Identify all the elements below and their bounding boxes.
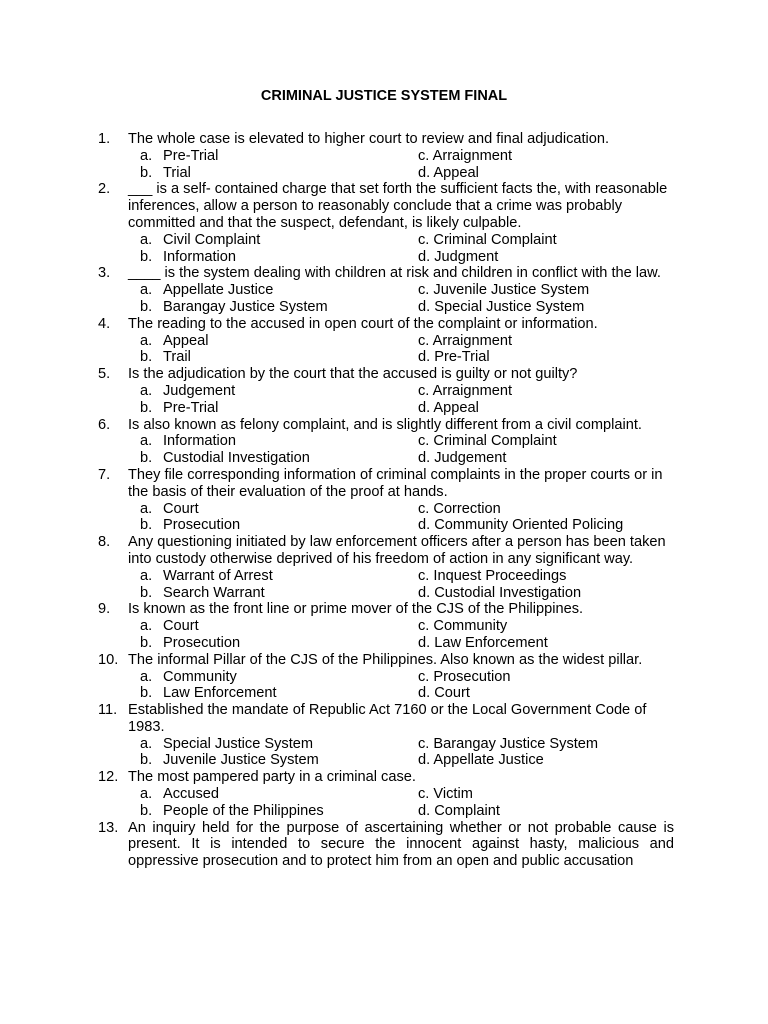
- question-number: 7.: [98, 466, 111, 483]
- option-text: d. Special Justice System: [418, 298, 585, 315]
- option-row: [0, 249, 768, 266]
- option-text: c. Barangay Justice System: [418, 735, 599, 752]
- option-text: Pre-Trial: [163, 147, 219, 164]
- question-item: [0, 702, 768, 769]
- option-text: d. Pre-Trial: [418, 349, 490, 366]
- option-row: [0, 736, 768, 753]
- question-item: [0, 820, 768, 870]
- option-text: Law Enforcement: [163, 685, 277, 702]
- option-row: [0, 349, 768, 366]
- question-text: Established the mandate of Republic Act 7160 or the Local Government Code of 1983.: [128, 702, 647, 735]
- option-text: c. Victim: [418, 786, 473, 803]
- option-row: [0, 400, 768, 417]
- option-text: c. Community: [418, 618, 508, 635]
- question-text: They file corresponding information of criminal complaints in the proper courts or in the basis of their evaluation of the proof at hands.: [128, 466, 663, 500]
- option-letter: b.: [140, 685, 153, 702]
- option-row: [0, 517, 768, 534]
- option-letter: b.: [140, 517, 153, 534]
- option-text: Special Justice System: [163, 735, 314, 752]
- option-letter: a.: [140, 500, 153, 517]
- option-text: Accused: [163, 786, 219, 803]
- option-row: [0, 786, 768, 803]
- option-row: [0, 148, 768, 165]
- question-text: The reading to the accused in open court of the complaint or information.: [128, 315, 598, 332]
- question-text: Any questioning initiated by law enforcement officers after a person has been taken into custody otherwise deprived of his freedom of action in any significant way.: [128, 534, 666, 567]
- option-text: d. Custodial Investigation: [418, 584, 582, 601]
- option-letter: b.: [140, 802, 153, 819]
- option-text: c. Criminal Complaint: [418, 231, 557, 248]
- option-letter: b.: [140, 349, 153, 366]
- option-row: [0, 282, 768, 299]
- option-text: Search Warrant: [163, 584, 265, 601]
- question-number: 11.: [98, 702, 118, 719]
- question-item: [0, 417, 768, 467]
- option-letter: b.: [140, 248, 153, 265]
- question-number: 5.: [98, 366, 111, 383]
- option-letter: b.: [140, 164, 153, 181]
- question-number: 13.: [98, 819, 119, 836]
- option-letter: b.: [140, 584, 153, 601]
- question-text: ____ is the system dealing with children at risk and children in conflict with the law.: [128, 265, 661, 282]
- option-letter: a.: [140, 282, 153, 299]
- option-text: Community: [163, 668, 237, 685]
- option-row: [0, 803, 768, 820]
- document-title: CRIMINAL JUSTICE SYSTEM FINAL: [260, 88, 508, 104]
- option-text: Trail: [163, 349, 191, 366]
- question-item: [0, 467, 768, 534]
- option-letter: b.: [140, 634, 153, 651]
- question-number: 8.: [98, 534, 111, 551]
- option-row: [0, 450, 768, 467]
- option-text: c. Prosecution: [418, 668, 511, 685]
- option-text: c. Criminal Complaint: [418, 433, 557, 450]
- option-letter: a.: [140, 786, 153, 803]
- option-row: [0, 752, 768, 769]
- option-row: [0, 333, 768, 350]
- option-row: [0, 635, 768, 652]
- option-text: d. Judgment: [418, 248, 499, 265]
- option-letter: a.: [140, 332, 153, 349]
- question-number: 4.: [98, 315, 111, 332]
- question-number: 2.: [98, 181, 111, 198]
- option-row: [0, 685, 768, 702]
- question-item: [0, 652, 768, 702]
- option-text: Prosecution: [163, 634, 241, 651]
- option-letter: b.: [140, 450, 153, 467]
- option-letter: a.: [140, 382, 153, 399]
- option-text: Appellate Justice: [163, 282, 274, 299]
- option-text: Pre-Trial: [163, 399, 219, 416]
- option-row: [0, 568, 768, 585]
- question-list: [0, 131, 768, 870]
- question-text: The informal Pillar of the CJS of the Philippines. Also known as the widest pillar.: [128, 651, 643, 668]
- option-row: [0, 433, 768, 450]
- question-text: An inquiry held for the purpose of ascertaining whether or not probable cause is present. It is intended to secure the innocent against hasty, malicious and oppressive prosecution and to protect him from an open and public accusation: [128, 819, 674, 870]
- option-text: d. Judgement: [418, 450, 507, 467]
- question-item: [0, 601, 768, 651]
- question-text: ___ is a self- contained charge that set forth the sufficient facts the, with reasonable inferences, allow a person to reasonably conclude that a crime was probably committed and that the suspect, defendant, is likely culpable.: [128, 181, 668, 231]
- question-number: 10.: [98, 651, 119, 668]
- option-text: c. Arraignment: [418, 147, 513, 164]
- option-letter: a.: [140, 147, 153, 164]
- option-letter: a.: [140, 567, 153, 584]
- option-text: Information: [163, 433, 237, 450]
- question-item: [0, 316, 768, 366]
- option-text: d. Court: [418, 685, 470, 702]
- question-item: [0, 769, 768, 819]
- question-text: Is known as the front line or prime mover of the CJS of the Philippines.: [128, 601, 584, 618]
- option-letter: b.: [140, 752, 153, 769]
- option-letter: b.: [140, 399, 153, 416]
- option-text: Prosecution: [163, 517, 241, 534]
- question-item: [0, 366, 768, 416]
- option-letter: a.: [140, 735, 153, 752]
- question-item: [0, 131, 768, 181]
- question-text: Is the adjudication by the court that the accused is guilty or not guilty?: [128, 366, 578, 383]
- option-text: c. Arraignment: [418, 332, 513, 349]
- option-letter: a.: [140, 618, 153, 635]
- option-text: d. Appeal: [418, 164, 479, 181]
- option-row: [0, 232, 768, 249]
- option-text: Appeal: [163, 332, 209, 349]
- option-text: Judgement: [163, 382, 236, 399]
- option-text: Juvenile Justice System: [163, 752, 319, 769]
- option-text: Court: [163, 500, 199, 517]
- option-letter: a.: [140, 668, 153, 685]
- question-number: 9.: [98, 601, 111, 618]
- question-number: 3.: [98, 265, 111, 282]
- question-number: 12.: [98, 769, 119, 786]
- question-item: [0, 534, 768, 601]
- question-text: The most pampered party in a criminal case.: [128, 769, 416, 786]
- question-text: Is also known as felony complaint, and is slightly different from a civil complaint.: [128, 416, 642, 433]
- option-text: Warrant of Arrest: [163, 567, 273, 584]
- question-text: The whole case is elevated to higher court to review and final adjudication.: [128, 131, 610, 147]
- option-text: c. Arraignment: [418, 382, 513, 399]
- option-letter: a.: [140, 433, 153, 450]
- option-text: d. Law Enforcement: [418, 634, 548, 651]
- option-text: c. Inquest Proceedings: [418, 567, 567, 584]
- option-text: Information: [163, 248, 237, 265]
- option-text: Court: [163, 618, 199, 635]
- question-item: [0, 265, 768, 315]
- option-text: d. Appellate Justice: [418, 752, 544, 769]
- option-text: Custodial Investigation: [163, 450, 310, 467]
- option-row: [0, 585, 768, 602]
- question-item: [0, 181, 768, 265]
- option-row: [0, 165, 768, 182]
- option-text: c. Juvenile Justice System: [418, 282, 590, 299]
- option-text: Barangay Justice System: [163, 298, 328, 315]
- option-text: People of the Philippines: [163, 802, 324, 819]
- option-text: Trial: [163, 164, 191, 181]
- option-letter: a.: [140, 231, 153, 248]
- option-row: [0, 501, 768, 518]
- option-text: d. Complaint: [418, 802, 500, 819]
- option-text: Civil Complaint: [163, 231, 261, 248]
- option-text: d. Community Oriented Policing: [418, 517, 624, 534]
- option-row: [0, 669, 768, 686]
- option-row: [0, 383, 768, 400]
- option-row: [0, 299, 768, 316]
- option-letter: b.: [140, 298, 153, 315]
- option-text: d. Appeal: [418, 399, 479, 416]
- option-text: c. Correction: [418, 500, 501, 517]
- question-number: 1.: [98, 131, 111, 147]
- option-row: [0, 618, 768, 635]
- question-number: 6.: [98, 416, 111, 433]
